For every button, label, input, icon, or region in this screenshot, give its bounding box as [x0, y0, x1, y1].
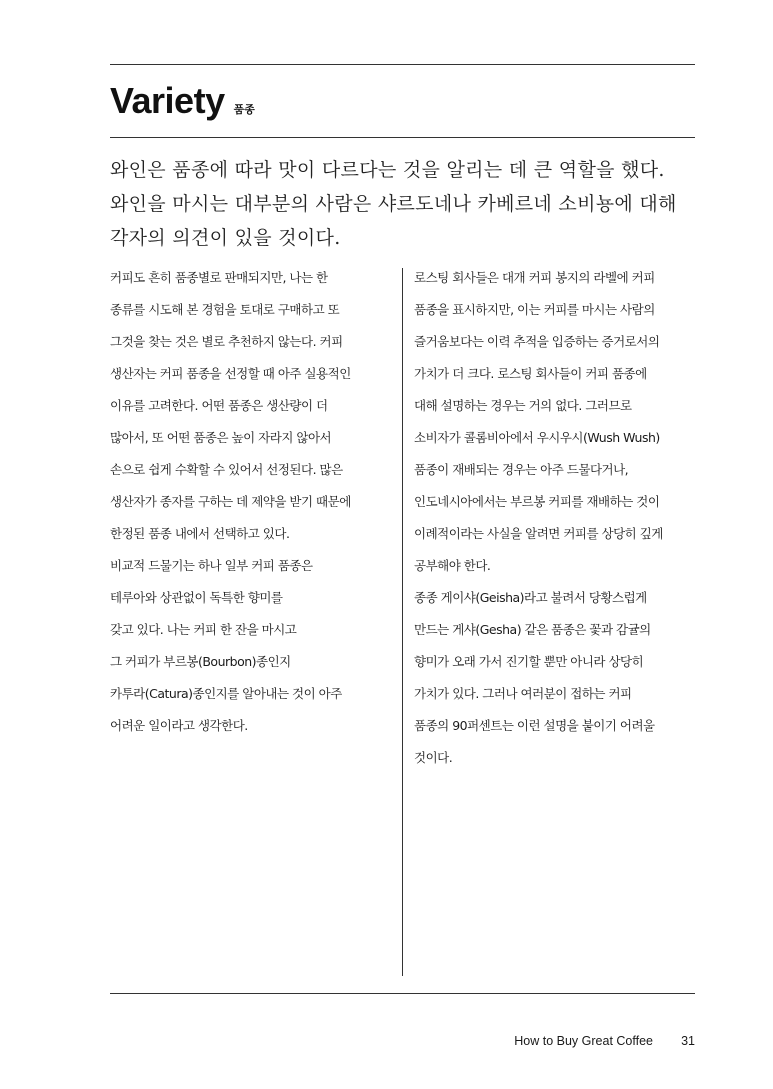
body-line: 그것을 찾는 것은 별로 추천하지 않는다. 커피 — [110, 334, 343, 349]
section-heading — [110, 80, 255, 124]
body-line: 품종의 90퍼센트는 이런 설명을 붙이기 어려울 — [414, 718, 655, 733]
body-line: 이유를 고려한다. 어떤 품종은 생산량이 더 — [110, 398, 328, 413]
lead-paragraph — [110, 153, 695, 255]
body-line: 만드는 게샤(Gesha) 같은 품종은 꽃과 감귤의 — [414, 622, 651, 637]
body-line: 비교적 드물기는 하나 일부 커피 품종은 — [110, 558, 313, 573]
body-line: 생산자가 종자를 구하는 데 제약을 받기 때문에 — [110, 494, 351, 509]
body-line: 즐거움보다는 이력 추적을 입증하는 증거로서의 — [414, 334, 660, 349]
body-line: 향미가 오래 가서 진기할 뿐만 아니라 상당히 — [414, 654, 644, 669]
body-line: 커피도 흔히 품종별로 판매되지만, 나는 한 — [110, 270, 328, 285]
body-line: 가치가 있다. 그러나 여러분이 접하는 커피 — [414, 686, 632, 701]
body-line: 품종이 재배되는 경우는 아주 드물다거나, — [414, 462, 629, 477]
body-line: 많아서, 또 어떤 품종은 높이 자라지 않아서 — [110, 430, 332, 445]
left-column — [110, 262, 392, 742]
column-divider — [402, 268, 403, 976]
lead-line: 와인을 마시는 대부분의 사람은 샤르도네나 카베르네 소비뇽에 대해 — [110, 193, 677, 215]
body-line: 로스팅 회사들은 대개 커피 봉지의 라벨에 커피 — [414, 270, 655, 285]
body-line: 것이다. — [414, 750, 453, 765]
body-line: 대해 설명하는 경우는 거의 없다. 그러므로 — [414, 398, 632, 413]
body-line: 테루아와 상관없이 독특한 향미를 — [110, 590, 283, 605]
bottom-rule — [110, 993, 695, 994]
body-line: 인도네시아에서는 부르봉 커피를 재배하는 것이 — [414, 494, 660, 509]
lead-line: 와인은 품종에 따라 맛이 다르다는 것을 알리는 데 큰 역할을 했다. — [110, 159, 665, 181]
body-line: 카투라(Catura)종인지를 알아내는 것이 아주 — [110, 686, 342, 701]
body-line: 이례적이라는 사실을 알려면 커피를 상당히 깊게 — [414, 526, 663, 541]
body-line: 그 커피가 부르봉(Bourbon)종인지 — [110, 654, 291, 669]
running-footer-title: How to Buy Great Coffee — [514, 1034, 653, 1048]
body-line: 품종을 표시하지만, 이는 커피를 마시는 사람의 — [414, 302, 655, 317]
top-rule — [110, 64, 695, 65]
body-line: 종종 게이샤(Geisha)라고 불려서 당황스럽게 — [414, 590, 647, 605]
section-subtitle: 품종 — [233, 103, 255, 116]
body-line: 공부해야 한다. — [414, 558, 491, 573]
body-line: 어려운 일이라고 생각한다. — [110, 718, 248, 733]
body-line: 종류를 시도해 본 경험을 토대로 구매하고 또 — [110, 302, 340, 317]
body-line: 한정된 품종 내에서 선택하고 있다. — [110, 526, 290, 541]
right-column — [414, 262, 696, 774]
heading-rule — [110, 137, 695, 138]
body-line: 갖고 있다. 나는 커피 한 잔을 마시고 — [110, 622, 297, 637]
section-title: Variety — [110, 80, 225, 121]
lead-line: 각자의 의견이 있을 것이다. — [110, 227, 341, 249]
body-line: 생산자는 커피 품종을 선정할 때 아주 실용적인 — [110, 366, 351, 381]
body-line: 소비자가 콜롬비아에서 우시우시(Wush Wush) — [414, 430, 660, 445]
body-line: 손으로 쉽게 수확할 수 있어서 선정된다. 많은 — [110, 462, 343, 477]
body-line: 가치가 더 크다. 로스팅 회사들이 커피 품종에 — [414, 366, 647, 381]
page-number: 31 — [681, 1034, 695, 1048]
